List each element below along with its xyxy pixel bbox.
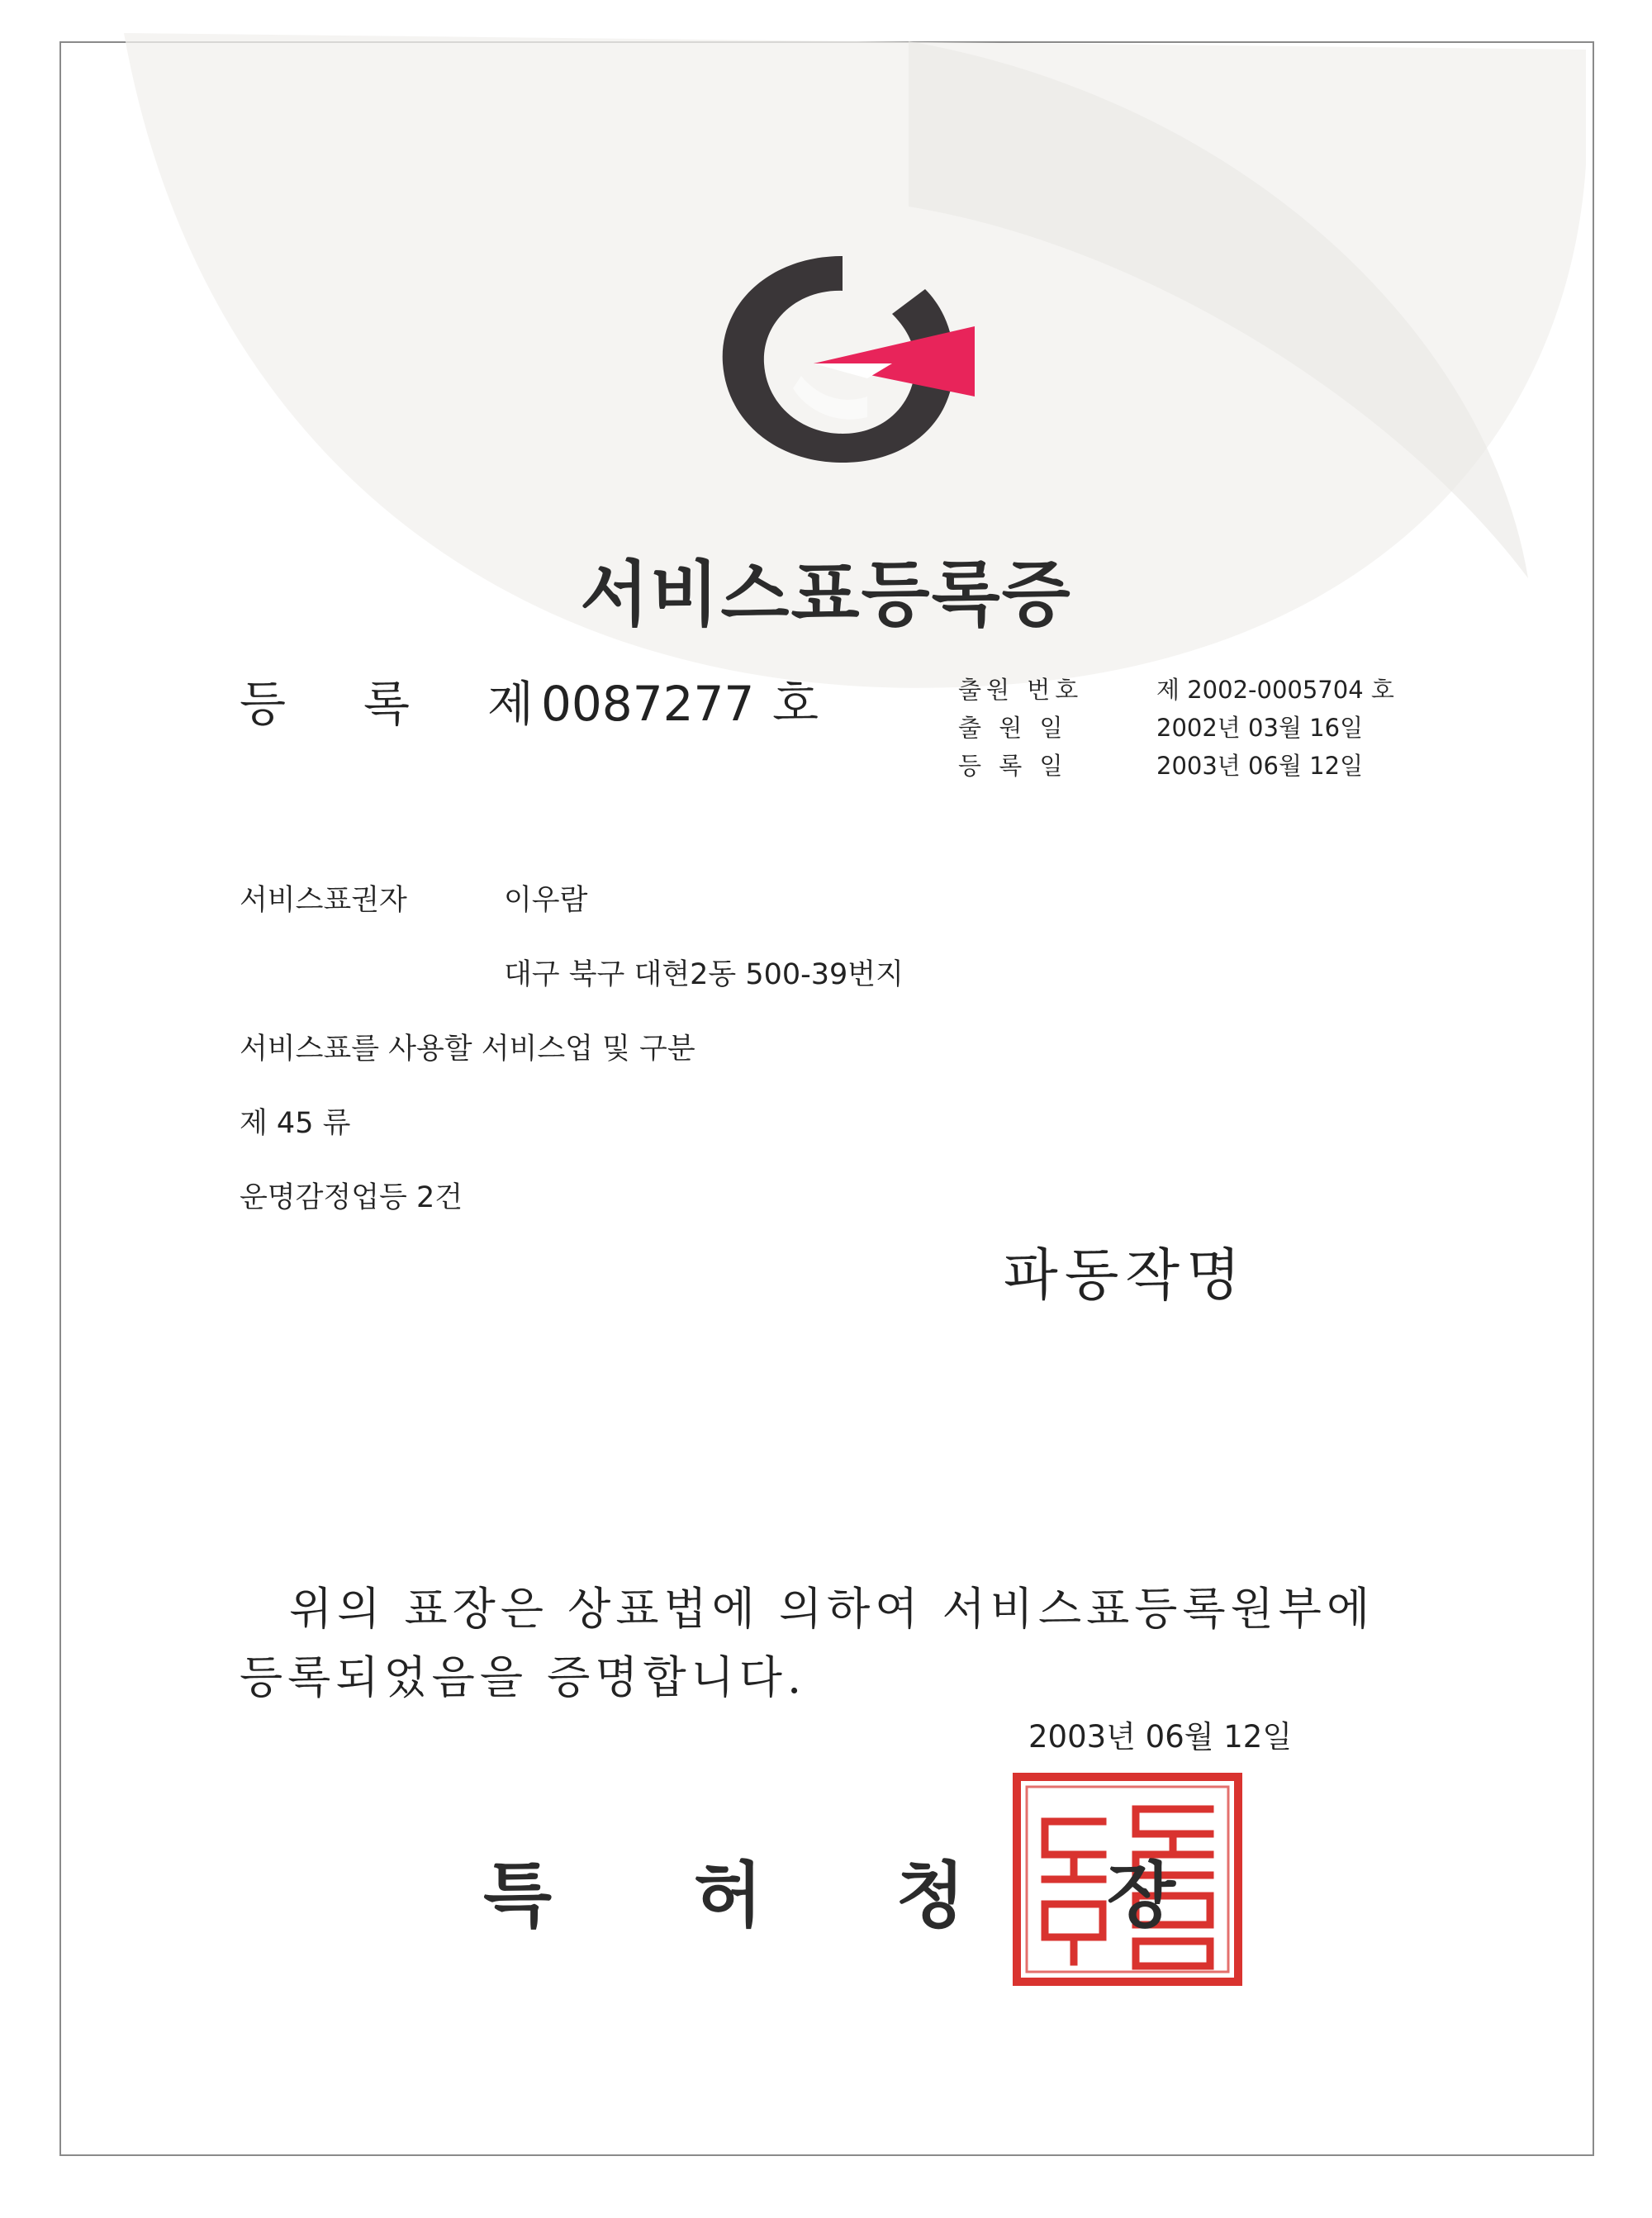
reg-label-1: 등 (240, 676, 287, 732)
meta-value: 2003년 06월 12일 (1156, 752, 1364, 780)
reg-number-value: 0087277 (541, 676, 755, 732)
class-line: 제 45 류 (240, 1107, 351, 1140)
issue-date: 2003년 06월 12일 (1028, 1719, 1293, 1755)
meta-row (958, 747, 1394, 785)
reg-label-2: 록 (363, 676, 411, 732)
issuer-char-3: 청 (896, 1855, 966, 1937)
service-mark-text: 파동작명 (1004, 1243, 1247, 1308)
issuer-char-1: 특 (483, 1855, 553, 1937)
holder-name: 이우람 (504, 884, 588, 917)
issuer-char-4: 장 (1107, 1855, 1176, 1937)
holder-label: 서비스표권자 (240, 884, 407, 917)
holder-address: 대구 북구 대현2동 500-39번지 (504, 958, 904, 991)
meta-row (958, 709, 1394, 747)
filing-meta (958, 671, 1394, 785)
certificate-title: 서비스표등록증 (580, 553, 1072, 636)
issuer-char-2: 허 (694, 1855, 763, 1937)
reg-label-4: 호 (772, 676, 819, 732)
statement-line-2: 등록되었음을 증명합니다. (240, 1651, 807, 1703)
meta-value: 2002년 03월 16일 (1156, 714, 1364, 742)
statement-line-1: 위의 표장은 상표법에 의하여 서비스표등록원부에 (289, 1583, 1375, 1635)
reg-label-3: 제 (487, 676, 534, 732)
meta-label: 등 록 일 (958, 752, 1068, 780)
meta-row (958, 671, 1394, 709)
meta-label: 출 원 일 (958, 714, 1068, 742)
services-line: 운명감정업등 2건 (240, 1181, 463, 1214)
services-heading: 서비스표를 사용할 서비스업 및 구분 (240, 1033, 695, 1066)
meta-value: 제 2002-0005704 호 (1156, 676, 1394, 704)
registration-number (240, 665, 819, 734)
kipo-emblem-icon (702, 240, 983, 479)
meta-label: 출원 번호 (958, 676, 1084, 704)
